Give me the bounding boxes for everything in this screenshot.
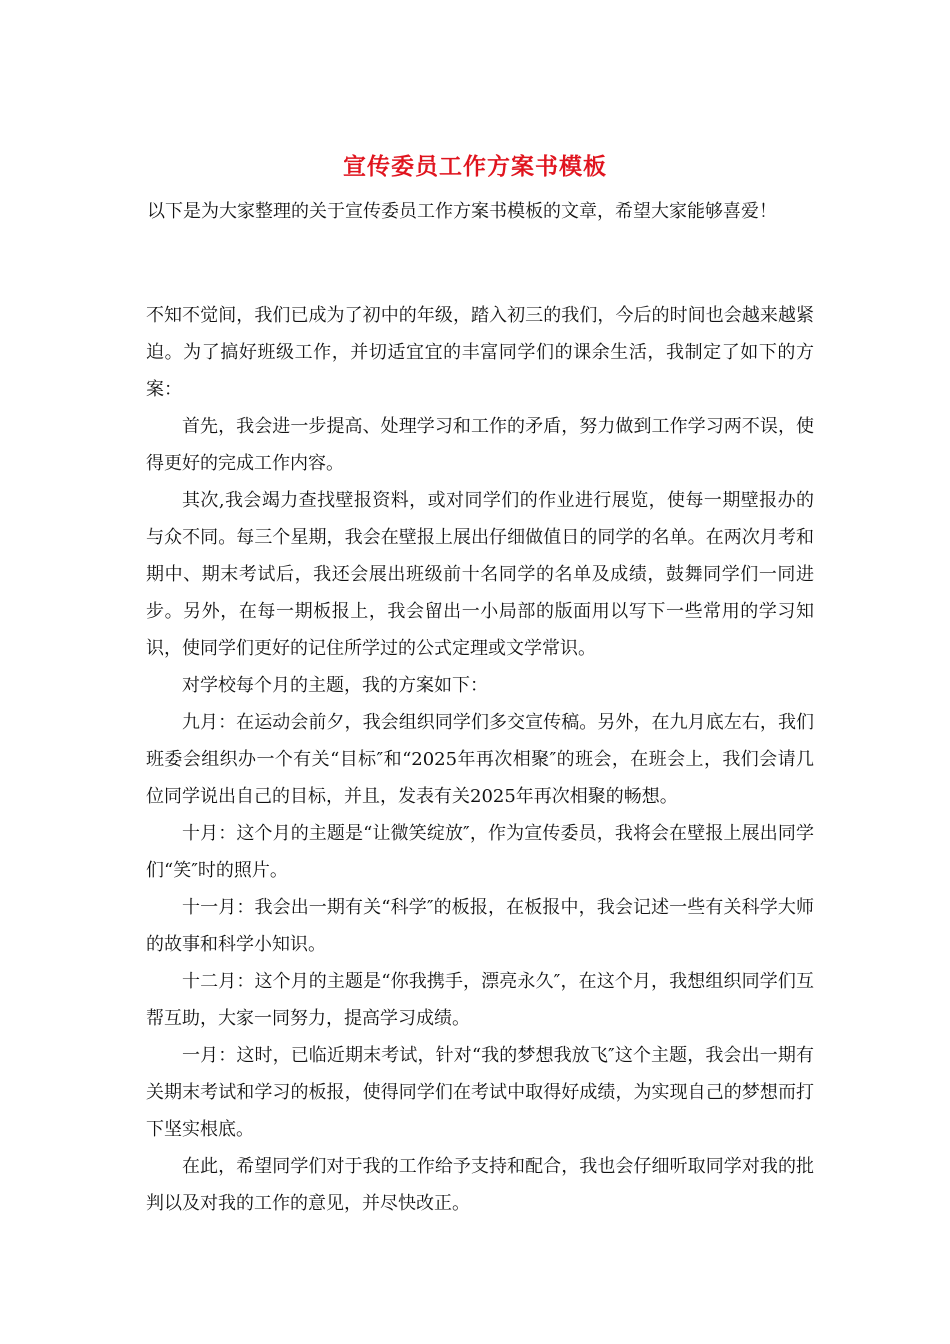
paragraph-second: 其次,我会竭力查找壁报资料，或对同学们的作业进行展览，使每一期壁报办的与众不同。每三个星期，我会在壁报上展出仔细做值日的同学的名单。在两次月考和期中、期末考试后，我还会展出班级前十名同学的名单及成绩，鼓舞同学们一同进步。另外，在每一期板报上，我会留出一小局部的版面用以写下一些常用的学习知识，使同学们更好的记住所学过的公式定理或文学常识。	[146, 490, 814, 659]
paragraph-september: 九月：在运动会前夕，我会组织同学们多交宣传稿。另外，在九月底左右，我们班委会组织办一个有关“目标″和“2025年再次相聚″的班会，在班会上，我们会请几位同学说出自己的目标，并且，发表有关2025年再次相聚的畅想。	[146, 712, 814, 807]
document-title: 宣传委员工作方案书模板	[343, 153, 607, 180]
paragraph-november: 十一月：我会出一期有关“科学″的板报，在板报中，我会记述一些有关科学大师的故事和科学小知识。	[146, 897, 814, 955]
document-body	[146, 297, 814, 1222]
paragraph-closing: 在此，希望同学们对于我的工作给予支持和配合，我也会仔细听取同学对我的批判以及对我的工作的意见，并尽快改正。	[146, 1156, 814, 1214]
document-intro: 以下是为大家整理的关于宣传委员工作方案书模板的文章，希望大家能够喜爱！	[147, 201, 777, 222]
paragraph-january: 一月：这时，已临近期末考试，针对“我的梦想我放飞″这个主题，我会出一期有关期末考试和学习的板报，使得同学们在考试中取得好成绩，为实现自己的梦想而打下坚实根底。	[146, 1045, 814, 1140]
paragraph-december: 十二月：这个月的主题是“你我携手，漂亮永久″，在这个月，我想组织同学们互帮互助，大家一同努力，提高学习成绩。	[146, 971, 814, 1029]
paragraph-october: 十月：这个月的主题是“让微笑绽放″，作为宣传委员，我将会在壁报上展出同学们“笑″时的照片。	[146, 823, 814, 881]
paragraph-monthly-plan-intro: 对学校每个月的主题，我的方案如下：	[182, 675, 488, 696]
paragraph-opening: 不知不觉间，我们已成为了初中的年级，踏入初三的我们，今后的时间也会越来越紧迫。为了搞好班级工作，并切适宜宜的丰富同学们的课余生活，我制定了如下的方案：	[146, 305, 814, 400]
paragraph-first: 首先，我会进一步提高、处理学习和工作的矛盾，努力做到工作学习两不误，使得更好的完成工作内容。	[146, 416, 814, 474]
